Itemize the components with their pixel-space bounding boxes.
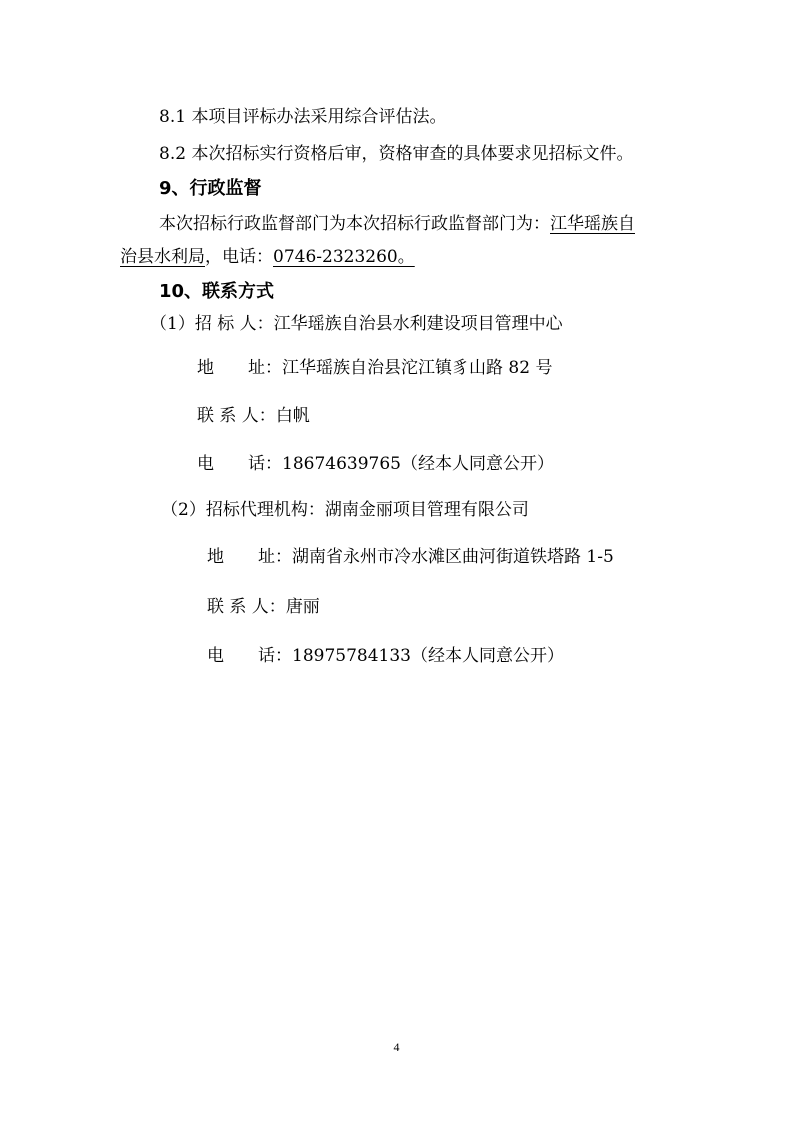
- agent-phone-row: [207, 645, 564, 667]
- agent-phone-label: 电 话：: [207, 646, 292, 666]
- tenderer-phone: 18674639765（经本人同意公开）: [282, 454, 554, 474]
- tenderer-address-row: [197, 357, 552, 379]
- agent-contact-label: 联 系 人：: [207, 597, 286, 617]
- agent-phone: 18975784133（经本人同意公开）: [292, 646, 564, 666]
- tenderer-contact-label: 联 系 人：: [197, 406, 276, 426]
- supervision-paragraph-line1: [159, 213, 635, 235]
- supervision-phone-prefix: ，电话：: [205, 247, 273, 267]
- agent-contact-row: [207, 596, 320, 618]
- agent-address-row: [207, 546, 614, 568]
- agent-title: （2）招标代理机构：湖南金丽项目管理有限公司: [161, 500, 529, 520]
- tenderer-phone-row: [197, 453, 554, 475]
- supervision-authority-part1: 江华瑶族自: [550, 214, 635, 234]
- tenderer-address-label: 地 址：: [197, 358, 282, 378]
- section-10-heading: 10、联系方式: [159, 281, 275, 302]
- supervision-text: 本次招标行政监督部门为本次招标行政监督部门为：: [159, 214, 550, 234]
- supervision-paragraph-line2: [120, 246, 415, 268]
- agent-address: 湖南省永州市冷水滩区曲河街道铁塔路 1-5: [292, 547, 614, 567]
- agent-contact: 唐丽: [285, 597, 320, 617]
- section-9-heading: 9、行政监督: [159, 178, 262, 199]
- tenderer-phone-label: 电 话：: [197, 454, 282, 474]
- item-8-2: 8.2 本次招标实行资格后审，资格审查的具体要求见招标文件。: [159, 144, 634, 164]
- tenderer-contact-row: [197, 405, 310, 427]
- agent-address-label: 地 址：: [207, 547, 292, 567]
- supervision-phone: 0746-2323260。: [273, 247, 415, 267]
- tenderer-address: 江华瑶族自治县沱江镇豸山路 82 号: [282, 358, 553, 378]
- page-number: 4: [393, 1040, 400, 1054]
- item-8-1: 8.1 本项目评标办法采用综合评估法。: [159, 107, 447, 127]
- supervision-authority-part2: 治县水利局: [120, 247, 205, 267]
- tenderer-title: （1）招 标 人：江华瑶族自治县水利建设项目管理中心: [150, 314, 563, 334]
- tenderer-contact: 白帆: [275, 406, 310, 426]
